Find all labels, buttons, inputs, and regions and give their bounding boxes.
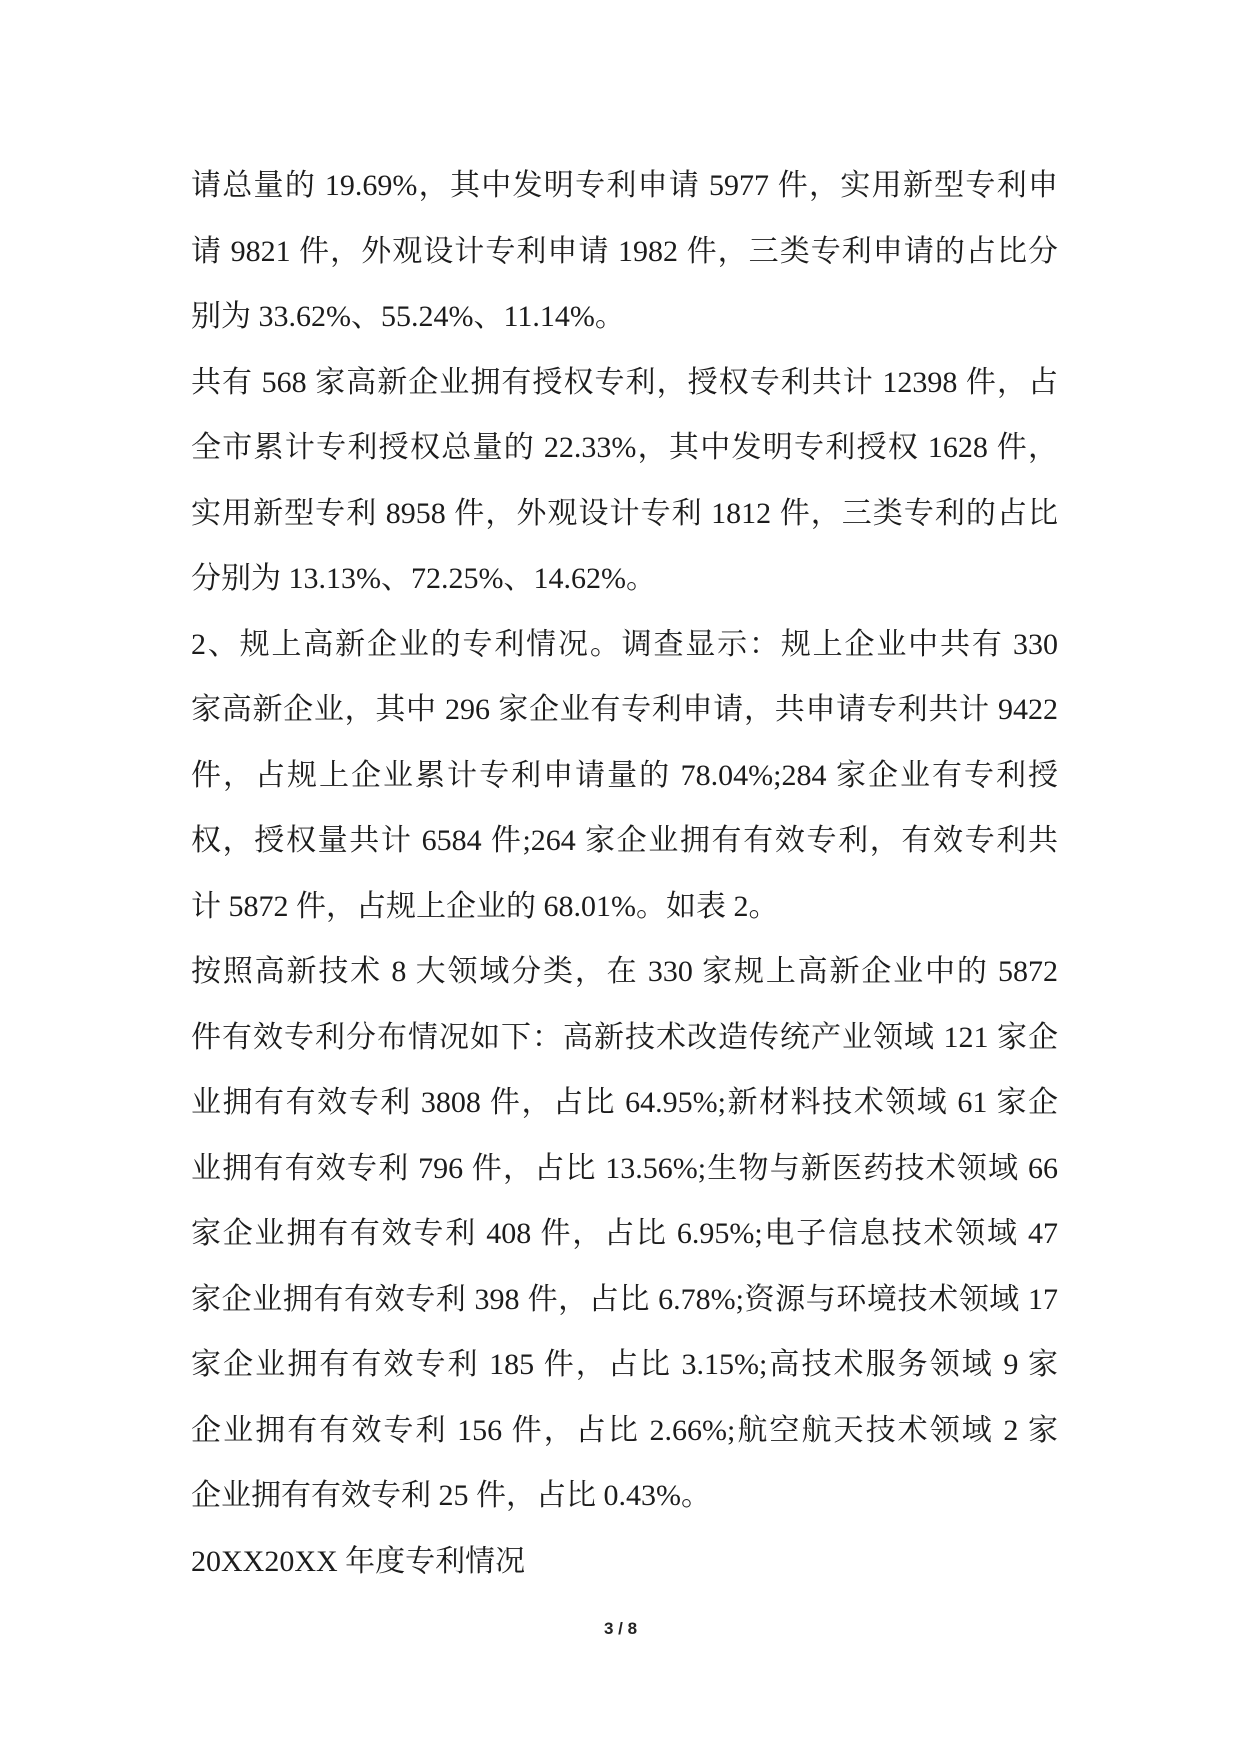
document-body [191, 153, 1058, 1594]
text-line: 共有 568 家高新企业拥有授权专利，授权专利共计 12398 件，占 [191, 365, 1058, 399]
section-heading [191, 1529, 1058, 1595]
text-line: 家企业拥有有效专利 185 件，占比 3.15%;高技术服务领域 9 家 [191, 1348, 1058, 1381]
text-line: 企业拥有有效专利 25 件，占比 0.43%。 [191, 1479, 711, 1512]
text-line: 计 5872 件，占规上企业的 68.01%。如表 2。 [191, 889, 779, 923]
paragraph-enterprise-patents [191, 612, 1058, 940]
text-line: 家企业拥有有效专利 408 件，占比 6.95%;电子信息技术领域 47 [191, 1217, 1058, 1250]
text-line: 件有效专利分布情况如下：高新技术改造传统产业领域 121 家企 [191, 1020, 1058, 1054]
text-line: 分别为 13.13%、72.25%、14.62%。 [191, 562, 656, 595]
text-line: 业拥有有效专利 796 件，占比 13.56%;生物与新医药技术领域 66 [191, 1151, 1058, 1185]
section-heading-text: 20XX20XX 年度专利情况 [191, 1544, 526, 1578]
paragraph-granted-patents [191, 350, 1058, 612]
text-line: 全市累计专利授权总量的 22.33%，其中发明专利授权 1628 件， [191, 431, 1058, 464]
text-line: 按照高新技术 8 大领域分类，在 330 家规上高新企业中的 5872 [191, 955, 1058, 988]
text-line: 业拥有有效专利 3808 件，占比 64.95%;新材料技术领域 61 家企 [191, 1086, 1058, 1119]
text-line: 请总量的 19.69%，其中发明专利申请 5977 件，实用新型专利申 [191, 169, 1058, 202]
paragraph-application-share [191, 153, 1058, 350]
page-number: 3 / 8 [603, 1619, 638, 1638]
text-line: 企业拥有有效专利 156 件，占比 2.66%;航空航天技术领域 2 家 [191, 1413, 1058, 1447]
text-line: 权，授权量共计 6584 件;264 家企业拥有有效专利，有效专利共 [191, 824, 1058, 857]
text-line: 件，占规上企业累计专利申请量的 78.04%;284 家企业有专利授 [191, 758, 1058, 792]
text-line: 家企业拥有有效专利 398 件，占比 6.78%;资源与环境技术领域 17 [191, 1282, 1058, 1316]
text-line: 家高新企业，其中 296 家企业有专利申请，共申请专利共计 9422 [191, 693, 1058, 726]
text-line: 别为 33.62%、55.24%、11.14%。 [191, 300, 625, 333]
text-line: 2、规上高新企业的专利情况。调查显示：规上企业中共有 330 [191, 627, 1058, 661]
text-line: 请 9821 件，外观设计专利申请 1982 件，三类专利申请的占比分 [191, 234, 1058, 268]
paragraph-field-distribution [191, 939, 1058, 1529]
text-line: 实用新型专利 8958 件，外观设计专利 1812 件，三类专利的占比 [191, 496, 1058, 530]
